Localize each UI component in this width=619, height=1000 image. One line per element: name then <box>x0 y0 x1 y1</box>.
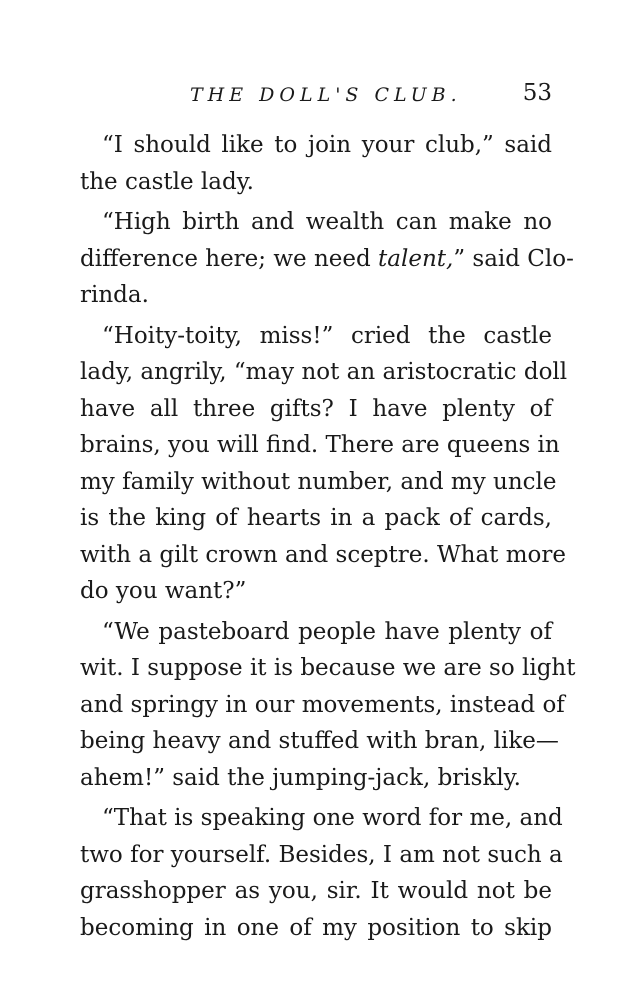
text-line: two for yourself. Besides, I am not such a <box>80 841 563 868</box>
text-line: the castle lady. <box>80 168 254 195</box>
page-header <box>80 80 552 116</box>
running-title: THE DOLL'S CLUB. <box>190 84 462 106</box>
text-line: “We pasteboard people have plenty of <box>102 618 552 645</box>
text-span: difference here; we need <box>80 245 371 272</box>
text-line: becoming in one of my position to skip <box>80 914 552 941</box>
text-line: is the king of hearts in a pack of cards, <box>80 505 552 531</box>
text-line: brains, you will find. There are queens in <box>80 432 560 458</box>
text-line: “That is speaking one word for me, and <box>102 805 563 831</box>
text-line: grasshopper as you, sir. It would not be <box>80 878 552 904</box>
text-line: do you want?” <box>80 578 247 604</box>
text-line: and springy in our movements, instead of <box>80 691 565 718</box>
text-line: have all three gifts? I have plenty of <box>80 395 552 422</box>
italic-word: talent, <box>378 245 454 272</box>
text-line: “I should like to join your club,” said <box>102 132 552 158</box>
text-line: my family without number, and my uncle <box>80 468 557 495</box>
text-line: rinda. <box>80 282 149 308</box>
text-line <box>80 241 574 278</box>
text-line: wit. I suppose it is because we are so light <box>80 655 576 681</box>
text-line: “Hoity-toity, miss!” cried the castle <box>102 322 552 349</box>
text-line: being heavy and stuffed with bran, like— <box>80 728 559 754</box>
text-span: ” said Clo- <box>453 245 574 272</box>
text-line: ahem!” said the jumping-jack, briskly. <box>80 764 521 791</box>
page-number: 53 <box>522 80 552 106</box>
text-line: with a gilt crown and sceptre. What more <box>80 541 566 568</box>
body-text <box>80 127 576 946</box>
text-line: “High birth and wealth can make no <box>102 209 552 235</box>
text-line: lady, angrily, “may not an aristocratic doll <box>80 359 568 385</box>
